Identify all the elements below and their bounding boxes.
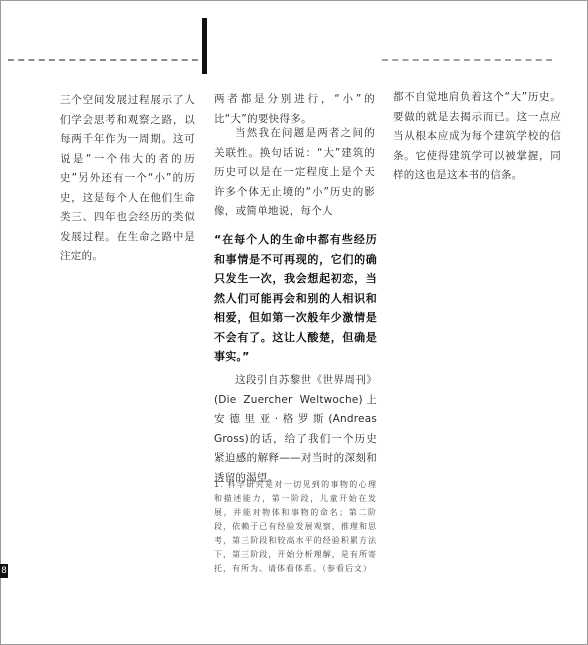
- page-number: 8: [1, 566, 7, 576]
- header-rule-right: [382, 59, 552, 61]
- attribution-text: 这段引自苏黎世《世界周刊》(Die Zuercher Weltwoche)上安德里亚·格罗斯(Andreas Gross)的话，给了我们一个历史紧迫感的解释——对当时的深刻和透留的渴望。: [214, 374, 377, 484]
- column-divider-bar: [202, 18, 207, 74]
- body-column-2-paragraph: [214, 124, 375, 222]
- column2-paragraph-text: 当然我在问题是两者之间的关联性。换句话说：“大”建筑的历史可以是在一定程度上是个天许多个体无止境的“小”历史的影像，或简单地说，每个人: [214, 127, 375, 217]
- pull-quote: “在每个人的生命中都有些经历和事情是不可再现的，它们的确只发生一次，我会想起初恋，当然人们可能再会和别的人相识和相爱，但如第一次般年少激情是不会有了。这让人酸楚，但确是事实。”: [214, 233, 377, 363]
- footnote: 1. 科学研究是对一切见到的事物的心理和描述能力，第一阶段，儿童开始在发展，并能对物体和事物的命名；第二阶段，依赖于已有经验发展观察、推理和思考，第三阶段和较高水平的经验积累方法下，第三阶段，开始分析理解，是有所寄托，有所为。请体看体系。（参看后文）: [214, 480, 377, 573]
- header-rule-left: [8, 59, 198, 61]
- body-column-1: [60, 91, 195, 267]
- column3-text: 都不自觉地肩负着这个“大”历史。要做的就是去揭示而已。这一点应当从根本应成为每个建筑学校的信条。它使得建筑学可以被掌握，同样的这也是这本书的信条。: [393, 91, 561, 181]
- column1-text: 三个空间发展过程展示了人们学会思考和观察之路，以每两千年作为一周期。这可说是“一个伟大的者的历史”另外还有一个“小”的历史，这是每个人在他们生命类三、四年也会经历的类似发展过程。在生命之路中是注定的。: [60, 94, 195, 262]
- body-column-3: [393, 88, 561, 186]
- column2-top-text: 两者都是分别进行，“小”的比“大”的要快得多。: [214, 93, 375, 125]
